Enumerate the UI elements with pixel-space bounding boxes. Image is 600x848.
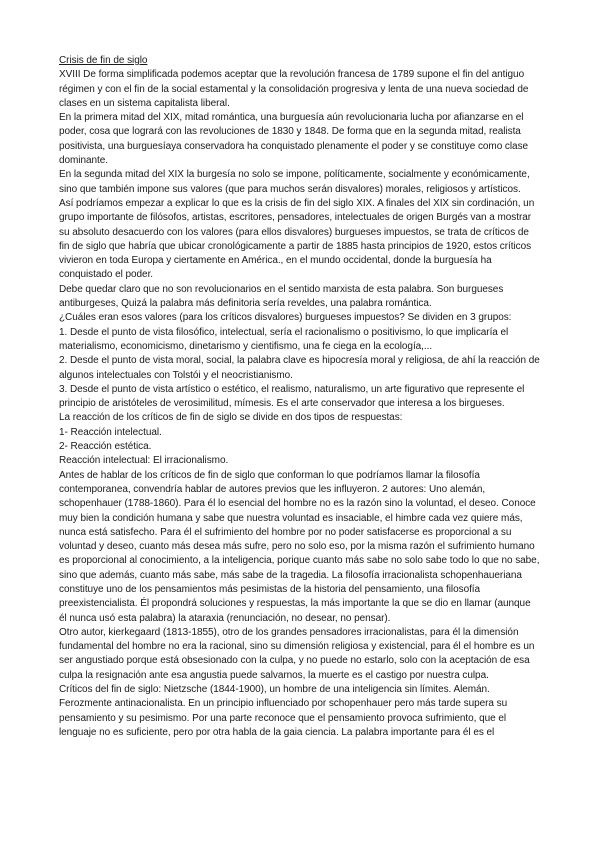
paragraph-kierkegaard: Otro autor, kierkegaard (1813-1855), otro de los grandes pensadores irracionalistas, para él la dimensión fundamental del hombre no era la racional, sino su dimensión religiosa y existencial, para él el hombre es un ser angustiado porque está obsesionado con la culpa, y no puede no estarlo, solo con la aceptación de esa culpa la resignación ante esa angustia puede salvarnos, la muerte es el castigo por nuestra culpa. — [59, 626, 535, 681]
paragraph-nietzsche: Críticos del fin de siglo: Nietzsche (1844-1900), un hombre de una inteligencia sin límites. Alemán. Ferozmente antinacionalista. En un principio influenciado por schopenhauer pero más tarde supera su pensamiento y su pesimismo. Por una parte reconoce que el pensamiento provoca sufrimiento, que el lenguaje no es suficiente, pero por otra habla de la gaia ciencia. La palabra importante para él es el — [59, 684, 508, 738]
document-title: Crisis de fin de siglo — [59, 55, 148, 66]
paragraph-schopenhauer: Antes de hablar de los críticos de fin de siglo que conforman lo que podríamos llamar la filosofía contemporanea, convendría hablar de autores previos que les influyeron. 2 autores: Uno alemán, schopenhauer (1788-1860). Para él lo esencial del hombre no es la razón sino la voluntad, el deseo. Conoce muy bien la condición humana y sabe que nuestra voluntad es insaciable, el himbre cada vez quiere más, nunca está satisfecho. Para él el sufrimiento del hombre por no poder satisfacerse es proporcional a su voluntad y deseo, cuanto más desea más sufre, pero no solo eso, por la misma razón el sufrimiento humano es proporcional al conocimiento, a la inteligencia, porique cuanto más sabe no solo sabe todo lo que no sabe, sino que además, cuanto más sabe, más sabe de la tragedia. La filosofía irracionalista schopenhaueriana constituye uno de los pensamientos más pesimistas de la historia del pensamiento, una filosofía preexistencialista. Él propondrá soluciones y respuestas, la más importante la que se dio en llamar (aunque él nunca usó esta palabra) la ataraxia (renunciación, no desear, no pensar). — [59, 469, 540, 624]
paragraph-tipos-respuesta: La reacción de los críticos de fin de siglo se divide en dos tipos de respuestas: — [59, 412, 403, 424]
paragraph-primera-mitad: En la primera mitad del XIX, mitad romántica, una burguesía aún revolucionaria lucha por afianzarse en el poder, cosa que logrará con las revoluciones de 1830 y 1848. De forma que en la segunda mitad, realista positivista, una burguesíaya conservadora ha conquistado plenamente el poder y se constituye como clase dominante. — [59, 112, 529, 167]
list-item-reaccion-intelectual: 1- Reacción intelectual. — [59, 426, 162, 438]
paragraph-valores-pregunta: ¿Cuáles eran esos valores (para los críticos disvalores) burgueses impuestos? Se dividen en 3 grupos: — [59, 312, 512, 324]
paragraph-grupo-artistico: 3. Desde el punto de vista artístico o estético, el realismo, naturalismo, un arte figurativo que represente el principio de aristóteles de verosimilitud, mímesis. Es el arte conservador que interesa a los birgueses. — [59, 383, 525, 410]
paragraph-grupo-filosofico: 1. Desde el punto de vista filosófico, intelectual, sería el racionalismo o positivismo, lo que implicaría el materialismo, economicismo, dinetarismo y cientifismo, una fe ciega en la ecología,... — [59, 326, 509, 352]
paragraph-crisis-fin-de-siglo: Así podríamos empezar a explicar lo que es la crisis de fin del siglo XIX. A finales del XIX sin cordinación, un grupo importante de filósofos, artistas, escritores, pensadores, intelectuales de origen Burgés van a mostrar su absoluto desacuerdo con los valores (para ellos disvalores) burgueses impuestos, se trata de críticos de fin de siglo que habría que ubicar cronológicamente a partir de 1885 hasta principios de 1920, estos críticos vivieron en toda Europa y ciertamente en América., en el mundo occidental, donde la burguesía ha conquistado el poder. — [59, 197, 535, 281]
paragraph-segunda-mitad: En la segunda mitad del XIX la burgesía no solo se impone, políticamente, socialmente y económicamente, sino que también impone sus valores (que para muchos serán disvalores) morales, religiosos y artísticos. — [59, 169, 530, 195]
subheading-irracionalismo: Reacción intelectual: El irracionalismo. — [59, 455, 229, 467]
paragraph-grupo-moral: 2. Desde el punto de vista moral, social, la palabra clave es hipocresía moral y religiosa, de ahí la reacción de algunos intelectuales con Tolstói y el neocristianismo. — [59, 355, 540, 381]
paragraph-no-revolucionarios: Debe quedar claro que no son revolucionarios en el sentido marxista de esta palabra. Son burgueses antiburgeses, Quizá la palabra más definitoria sería reveldes, una palabra romántica. — [59, 283, 504, 310]
paragraph-revolucion-francesa: XVIII De forma simplificada podemos aceptar que la revolución francesa de 1789 supone el fin del antiguo régimen y con el fin de la social estamental y la consolidación progresiva y lenta de una nueva sociedad de clases en un sistema capitalista liberal. — [59, 69, 529, 109]
list-item-reaccion-estetica: 2- Reacción estética. — [59, 441, 152, 453]
